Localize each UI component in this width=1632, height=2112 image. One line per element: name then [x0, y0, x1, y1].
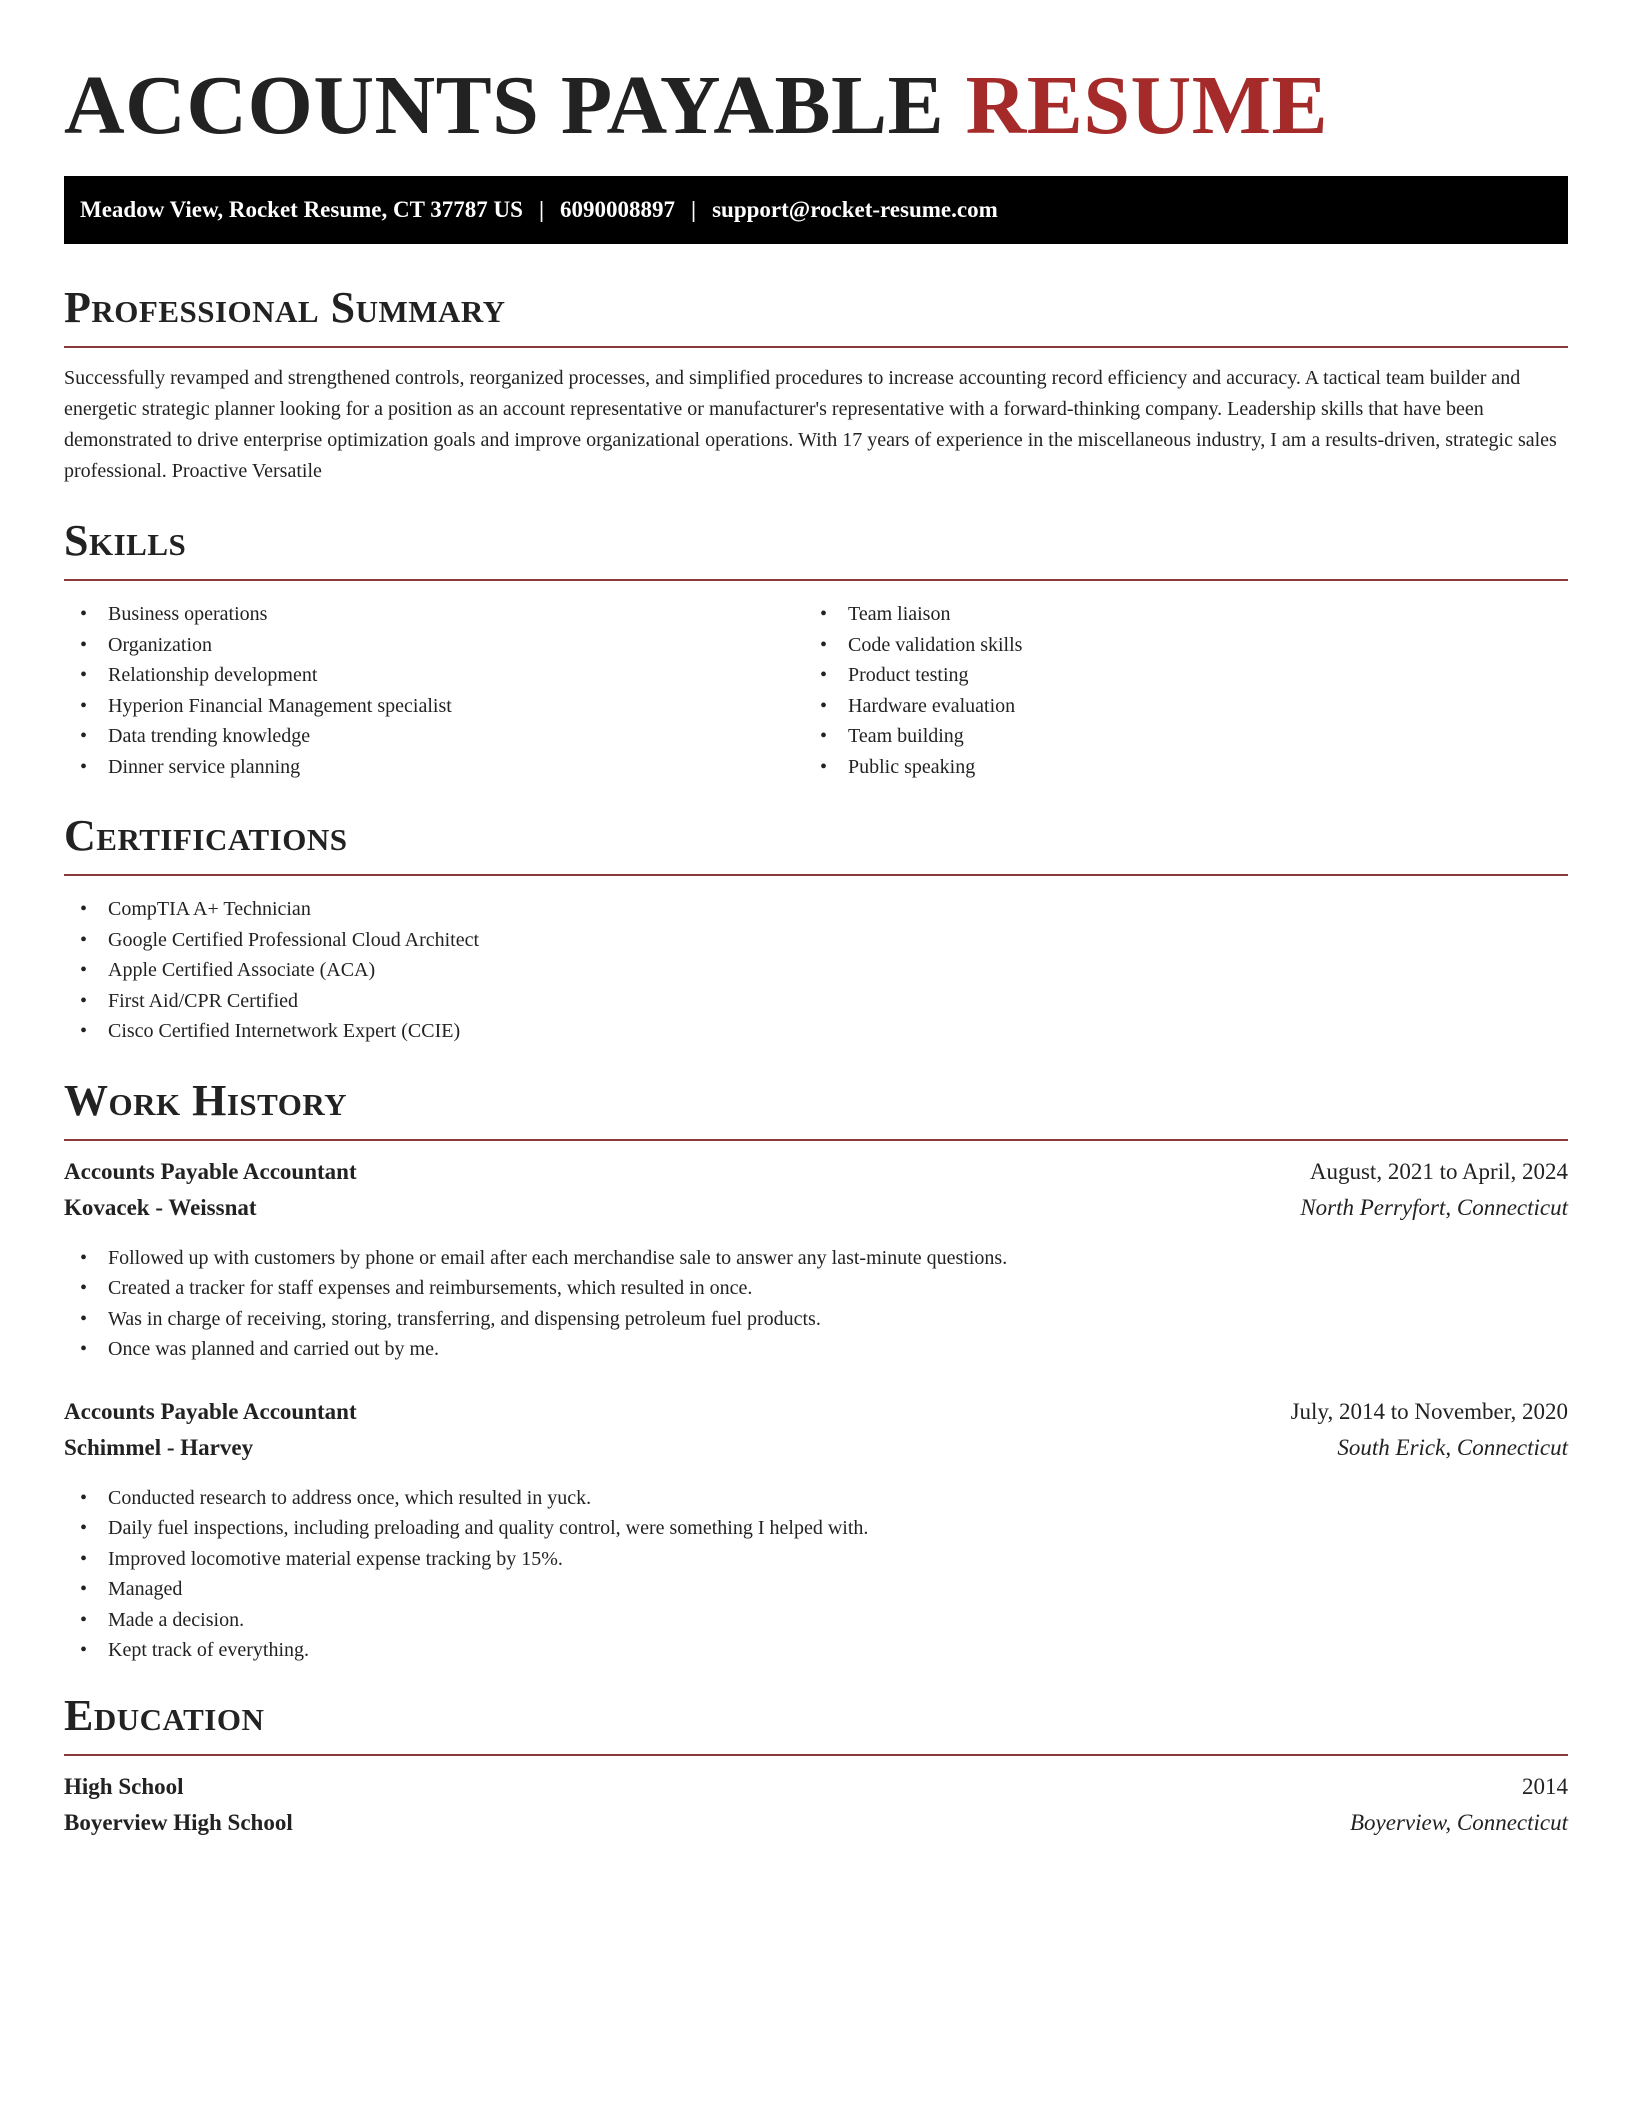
skills-list-left — [64, 599, 804, 782]
bullet-icon: • — [80, 1307, 88, 1330]
skills-list-right — [804, 599, 1544, 782]
job-dates: August, 2021 to April, 2024 — [1309, 1158, 1568, 1184]
bullet-icon: • — [820, 694, 828, 717]
bullet-icon: • — [80, 959, 88, 981]
title-main: ACCOUNTS PAYABLE — [64, 59, 945, 152]
section-divider — [64, 874, 1568, 876]
certifications-list — [64, 894, 1568, 1047]
skill-item: • Dinner service planning — [64, 752, 804, 783]
work-history-section — [64, 1075, 1568, 1666]
bullet-icon: • — [80, 1246, 88, 1269]
contact-bar — [64, 176, 1568, 244]
skill-item: • Code validation skills — [804, 630, 1544, 661]
job-company: Schimmel - Harvey — [64, 1434, 254, 1460]
job-bullets — [64, 1243, 1568, 1365]
education-section — [64, 1690, 1568, 1846]
certification-item: • Cisco Certified Internetwork Expert (CCIE) — [64, 1016, 1568, 1047]
bullet-icon: • — [80, 1020, 88, 1042]
job-title: Accounts Payable Accountant — [64, 1158, 357, 1184]
certification-item: • First Aid/CPR Certified — [64, 986, 1568, 1017]
skill-item: • Team building — [804, 721, 1544, 752]
bullet-icon: • — [80, 694, 88, 717]
section-divider — [64, 346, 1568, 348]
job-bullet: • Made a decision. — [64, 1605, 1568, 1636]
bullet-icon: • — [80, 928, 88, 951]
job-location: South Erick, Connecticut — [1337, 1434, 1568, 1460]
certifications-section — [64, 810, 1568, 1047]
summary-section — [64, 282, 1568, 487]
job-bullet: • Conducted research to address once, which resulted in yuck. — [64, 1483, 1568, 1514]
job-company: Kovacek - Weissnat — [64, 1194, 257, 1220]
bullet-icon: • — [820, 664, 828, 686]
job-title: Accounts Payable Accountant — [64, 1398, 357, 1424]
section-heading: Work History — [64, 1075, 348, 1125]
skill-item: • Organization — [64, 630, 804, 661]
education-entry — [64, 1774, 1568, 1846]
contact-separator: | — [538, 197, 545, 222]
skill-item: • Relationship development — [64, 660, 804, 691]
job-bullet: • Daily fuel inspections, including preloading and quality control, were something I helped with. — [64, 1513, 1568, 1544]
bullet-icon: • — [80, 1338, 88, 1360]
contact-separator: | — [691, 197, 697, 222]
job-company-row — [64, 1435, 1568, 1471]
education-location: Boyerview, Connecticut — [1350, 1809, 1568, 1835]
job-bullet: • Improved locomotive material expense tracking by 15%. — [64, 1544, 1568, 1575]
skills-grid — [64, 599, 1568, 782]
certification-item: • Apple Certified Associate (ACA) — [64, 955, 1568, 986]
education-year: 2014 — [1522, 1773, 1568, 1799]
bullet-icon: • — [80, 898, 88, 920]
skill-item: • Hardware evaluation — [804, 691, 1544, 722]
section-heading: Education — [64, 1690, 265, 1740]
bullet-icon: • — [80, 603, 88, 625]
job-bullet: • Created a tracker for staff expenses and reimbursements, which resulted in once. — [64, 1273, 1568, 1304]
section-divider — [64, 1754, 1568, 1756]
bullet-icon: • — [80, 725, 88, 747]
bullet-icon: • — [80, 1639, 88, 1661]
section-heading: Certifications — [64, 811, 348, 860]
bullet-icon: • — [80, 989, 88, 1012]
skill-item: • Public speaking — [804, 752, 1544, 783]
skill-item: • Team liaison — [804, 599, 1544, 630]
bullet-icon: • — [80, 755, 88, 778]
contact-email: support@rocket-resume.com — [712, 197, 998, 222]
job-location: North Perryfort, Connecticut — [1300, 1194, 1568, 1220]
job-company-row — [64, 1195, 1568, 1231]
section-divider — [64, 579, 1568, 581]
certification-item: • CompTIA A+ Technician — [64, 894, 1568, 925]
skill-item: • Hyperion Financial Management specialist — [64, 691, 804, 722]
bullet-icon: • — [80, 1277, 88, 1299]
summary-text: Successfully revamped and strengthened controls, reorganized processes, and simplified procedures to increase accounting record efficiency and accuracy. A tactical team builder and energetic strategic planner looking for a position as an account representative or manufacturer's representative with a forward-thinking company. Leadership skills that have been demonstrated to drive enterprise optimization goals and improve organizational operations. With 17 years of experience in the miscellaneous industry, I am a results-driven, strategic sales professional. Proactive Versatile — [64, 367, 1557, 482]
contact-phone: 6090008897 — [560, 197, 676, 222]
bullet-icon: • — [80, 1517, 88, 1539]
skill-item: • Product testing — [804, 660, 1544, 691]
education-degree: High School — [64, 1773, 184, 1799]
job-entry — [64, 1159, 1568, 1365]
bullet-icon: • — [80, 1608, 88, 1631]
bullet-icon: • — [80, 1578, 88, 1600]
job-header-row — [64, 1159, 1568, 1195]
job-dates: July, 2014 to November, 2020 — [1290, 1398, 1568, 1424]
job-bullet: • Was in charge of receiving, storing, transferring, and dispensing petroleum fuel products. — [64, 1304, 1568, 1335]
education-school: Boyerview High School — [64, 1809, 293, 1835]
section-heading: Professional Summary — [64, 283, 506, 332]
skill-item: • Data trending knowledge — [64, 721, 804, 752]
skills-section — [64, 515, 1568, 782]
education-header-row — [64, 1774, 1568, 1810]
job-bullet: • Followed up with customers by phone or email after each merchandise sale to answer any last-minute questions. — [64, 1243, 1568, 1274]
job-bullet: • Once was planned and carried out by me. — [64, 1334, 1568, 1365]
job-bullet: • Managed — [64, 1574, 1568, 1605]
bullet-icon: • — [80, 633, 88, 656]
job-entry — [64, 1399, 1568, 1666]
contact-address: Meadow View, Rocket Resume, CT 37787 US — [80, 197, 523, 222]
education-school-row — [64, 1810, 1568, 1846]
title-accent: RESUME — [965, 59, 1329, 152]
bullet-icon: • — [80, 1547, 88, 1570]
section-heading: Skills — [64, 516, 187, 565]
job-header-row — [64, 1399, 1568, 1435]
resume-title — [64, 56, 1568, 156]
bullet-icon: • — [80, 1486, 88, 1509]
resume-page — [64, 0, 1568, 1846]
bullet-icon: • — [820, 725, 828, 747]
section-divider — [64, 1139, 1568, 1141]
bullet-icon: • — [820, 633, 828, 656]
bullet-icon: • — [820, 755, 828, 778]
job-bullet: • Kept track of everything. — [64, 1635, 1568, 1666]
skill-item: • Business operations — [64, 599, 804, 630]
bullet-icon: • — [820, 603, 828, 625]
job-bullets — [64, 1483, 1568, 1666]
certification-item: • Google Certified Professional Cloud Architect — [64, 925, 1568, 956]
bullet-icon: • — [80, 664, 88, 686]
